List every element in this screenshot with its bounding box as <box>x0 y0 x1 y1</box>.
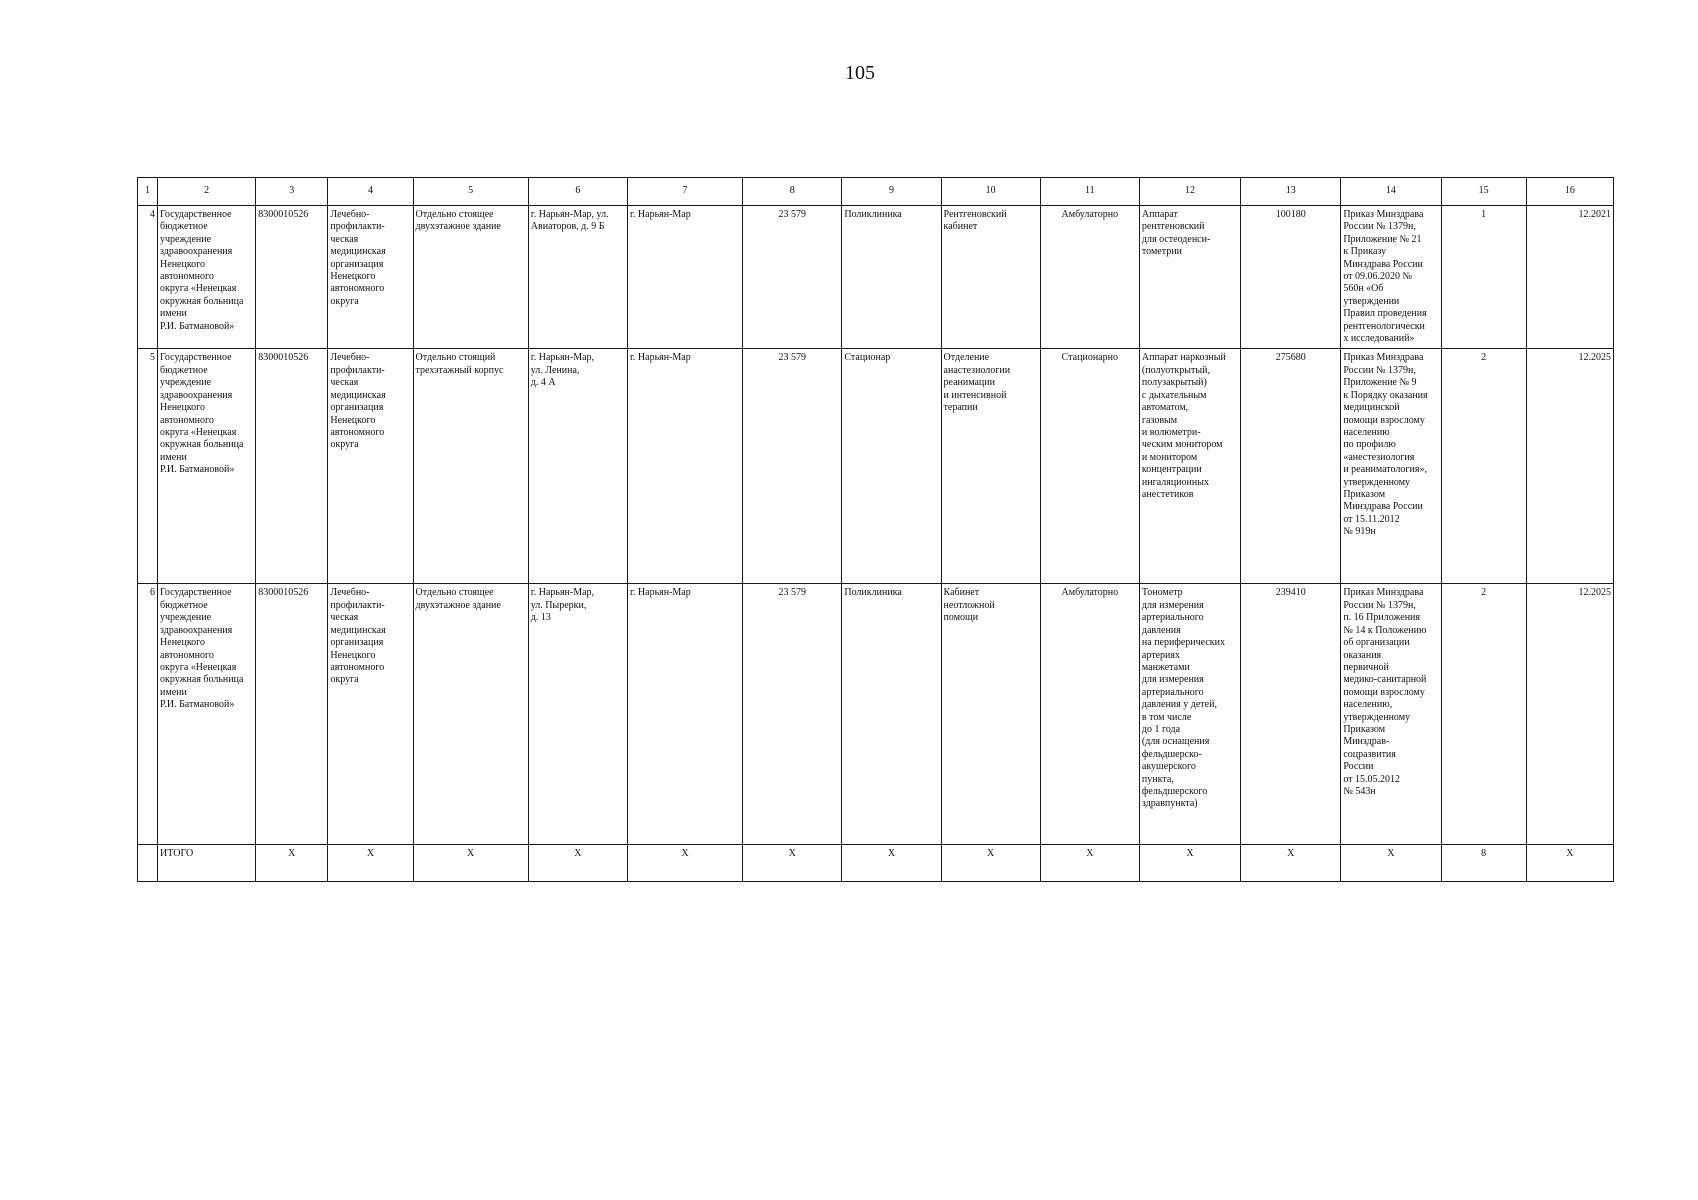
building-cell: Отдельно стоящее двухэтажное здание <box>413 584 528 845</box>
col-header-9: 9 <box>842 178 941 206</box>
col-header-12: 12 <box>1139 178 1240 206</box>
col-header-1: 1 <box>138 178 158 206</box>
department-cell: Рентгеновский кабинет <box>941 206 1040 349</box>
col-header-7: 7 <box>627 178 742 206</box>
col-header-8: 8 <box>743 178 842 206</box>
unit-cell: Поликлиника <box>842 584 941 845</box>
total-x-cell: Х <box>1526 845 1613 882</box>
row-number: 5 <box>138 349 158 584</box>
col-header-15: 15 <box>1441 178 1526 206</box>
total-x-cell: Х <box>528 845 627 882</box>
inn-cell: 8300010526 <box>256 206 328 349</box>
quantity-cell: 1 <box>1441 206 1526 349</box>
total-x-cell: Х <box>1040 845 1139 882</box>
equipment-cell: Аппарат наркозный (полуоткрытый, полузакрытый) с дыхательным автоматом, газовым и волюметри- ческим монитором и монитором концентрации ингаляционных анестетиков <box>1139 349 1240 584</box>
department-cell: Кабинет неотложной помощи <box>941 584 1040 845</box>
page-number: 105 <box>845 62 875 84</box>
total-x-cell: Х <box>842 845 941 882</box>
org-type-cell: Лечебно- профилакти- ческая медицинская организация Ненецкого автономного округа <box>328 349 413 584</box>
organization-cell: Государственное бюджетное учреждение здравоохранения Ненецкого автономного округа «Ненецкая окружная больница имени Р.И. Батмановой» <box>158 584 256 845</box>
standard-cell: Приказ Минздрава России № 1379н, п. 16 Приложения № 14 к Положению об организации оказания первичной медико-санитарной помощи взрослому населению, утвержденному Приказом Минздрав- соцразвития России от 15.05.2012 № 543н <box>1341 584 1441 845</box>
total-empty-cell <box>138 845 158 882</box>
col-header-14: 14 <box>1341 178 1441 206</box>
date-cell: 12.2025 <box>1526 584 1613 845</box>
total-quantity: 8 <box>1441 845 1526 882</box>
inn-cell: 8300010526 <box>256 349 328 584</box>
equipment-cell: Аппарат рентгеновский для остеоденси- тометрии <box>1139 206 1240 349</box>
inn-cell: 8300010526 <box>256 584 328 845</box>
address-cell: г. Нарьян-Мар, ул. Авиаторов, д. 9 Б <box>528 206 627 349</box>
quantity-cell: 2 <box>1441 349 1526 584</box>
unit-cell: Стационар <box>842 349 941 584</box>
date-cell: 12.2025 <box>1526 349 1613 584</box>
care-form-cell: Амбулаторно <box>1040 206 1139 349</box>
total-x-cell: Х <box>1241 845 1341 882</box>
settlement-cell: г. Нарьян-Мар <box>627 349 742 584</box>
organization-cell: Государственное бюджетное учреждение здравоохранения Ненецкого автономного округа «Ненецкая окружная больница имени Р.И. Батмановой» <box>158 349 256 584</box>
col-header-4: 4 <box>328 178 413 206</box>
total-row <box>138 845 1614 882</box>
table-row <box>138 584 1614 845</box>
care-form-cell: Стационарно <box>1040 349 1139 584</box>
total-x-cell: Х <box>413 845 528 882</box>
unit-cell: Поликлиника <box>842 206 941 349</box>
table-row <box>138 206 1614 349</box>
total-x-cell: Х <box>627 845 742 882</box>
date-cell: 12.2021 <box>1526 206 1613 349</box>
department-cell: Отделение анастезиологии реанимации и интенсивной терапии <box>941 349 1040 584</box>
total-x-cell: Х <box>941 845 1040 882</box>
table-row <box>138 349 1614 584</box>
equipment-cell: Тонометр для измерения артериального давления на периферических артериях манжетами для измерения артериального давления у детей, в том числе до 1 года (для оснащения фельдшерско- акушерского пункта, фельдшерского здравпункта) <box>1139 584 1240 845</box>
total-x-cell: Х <box>743 845 842 882</box>
building-cell: Отдельно стоящее двухэтажное здание <box>413 206 528 349</box>
care-form-cell: Амбулаторно <box>1040 584 1139 845</box>
col-header-11: 11 <box>1040 178 1139 206</box>
building-cell: Отдельно стоящий трехэтажный корпус <box>413 349 528 584</box>
col-header-6: 6 <box>528 178 627 206</box>
org-type-cell: Лечебно- профилакти- ческая медицинская организация Ненецкого автономного округа <box>328 584 413 845</box>
org-type-cell: Лечебно- профилакти- ческая медицинская организация Ненецкого автономного округа <box>328 206 413 349</box>
col-header-5: 5 <box>413 178 528 206</box>
population-cell: 23 579 <box>743 206 842 349</box>
code-cell: 275680 <box>1241 349 1341 584</box>
col-header-3: 3 <box>256 178 328 206</box>
address-cell: г. Нарьян-Мар, ул. Пырерки, д. 13 <box>528 584 627 845</box>
population-cell: 23 579 <box>743 349 842 584</box>
standard-cell: Приказ Минздрава России № 1379н, Приложение № 9 к Порядку оказания медицинской помощи взрослому населению по профилю «анестезиология и реаниматология», утвержденному Приказом Минздрава России от 15.11.2012 № 919н <box>1341 349 1441 584</box>
col-header-16: 16 <box>1526 178 1613 206</box>
settlement-cell: г. Нарьян-Мар <box>627 584 742 845</box>
total-x-cell: Х <box>256 845 328 882</box>
total-label: ИТОГО <box>158 845 256 882</box>
address-cell: г. Нарьян-Мар, ул. Ленина, д. 4 А <box>528 349 627 584</box>
col-header-2: 2 <box>158 178 256 206</box>
equipment-table <box>137 177 1614 882</box>
col-header-10: 10 <box>941 178 1040 206</box>
total-x-cell: Х <box>1341 845 1441 882</box>
code-cell: 239410 <box>1241 584 1341 845</box>
header-row <box>138 178 1614 206</box>
total-x-cell: Х <box>328 845 413 882</box>
row-number: 4 <box>138 206 158 349</box>
total-x-cell: Х <box>1139 845 1240 882</box>
standard-cell: Приказ Минздрава России № 1379н, Приложение № 21 к Приказу Минздрава России от 09.06.2020 № 560н «Об утверждении Правил проведения рентгенологически х исследований» <box>1341 206 1441 349</box>
population-cell: 23 579 <box>743 584 842 845</box>
code-cell: 100180 <box>1241 206 1341 349</box>
settlement-cell: г. Нарьян-Мар <box>627 206 742 349</box>
quantity-cell: 2 <box>1441 584 1526 845</box>
col-header-13: 13 <box>1241 178 1341 206</box>
organization-cell: Государственное бюджетное учреждение здравоохранения Ненецкого автономного округа «Ненецкая окружная больница имени Р.И. Батмановой» <box>158 206 256 349</box>
row-number: 6 <box>138 584 158 845</box>
